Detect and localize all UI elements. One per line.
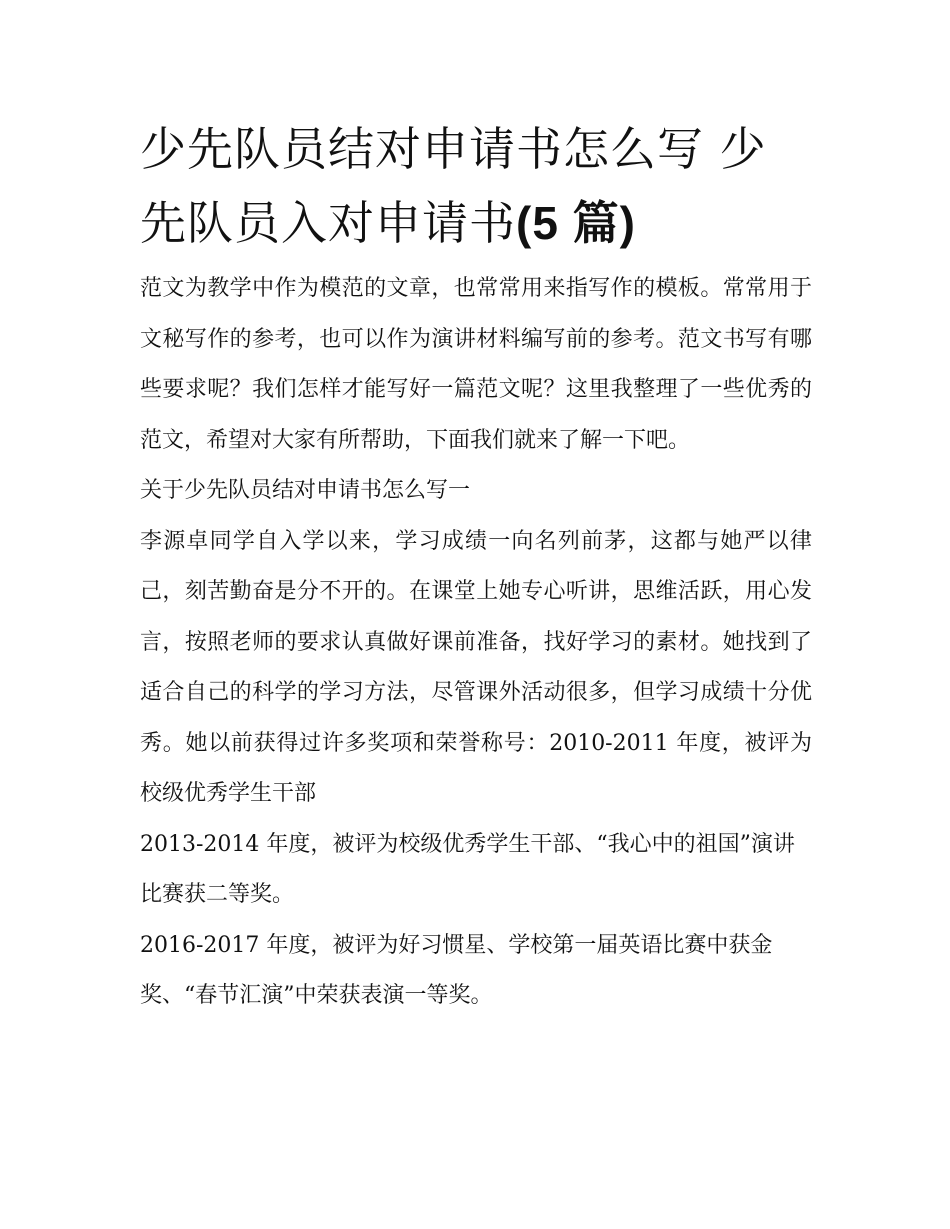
document-title	[140, 112, 812, 260]
title-count: (5 篇)	[516, 197, 636, 249]
award-2016-paragraph: 2016-2017 年度，被评为好习惯星、学校第一届英语比赛中获金奖、“春节汇演”中荣获表演一等奖。	[140, 932, 773, 1008]
document-page	[140, 112, 812, 1022]
section-heading: 关于少先队员结对申请书怎么写一	[140, 478, 471, 503]
title-text: 少先队员结对申请书怎么写 少先队员入对申请书	[140, 122, 767, 250]
award-2013-paragraph: 2013-2014 年度，被评为校级优秀学生干部、“我心中的祖国”演讲比赛获二等奖。	[140, 831, 795, 907]
body-paragraph: 李源卓同学自入学以来，学习成绩一向名列前茅，这都与她严以律己，刻苦勤奋是分不开的。在课堂上她专心听讲，思维活跃，用心发言，按照老师的要求认真做好课前准备，找好学习的素材。她找到了适合自己的科学的学习方法，尽管课外活动很多，但学习成绩十分优秀。她以前获得过许多奖项和荣誉称号：2010-2011 年度，被评为校级优秀学生干部	[140, 528, 812, 806]
intro-paragraph: 范文为教学中作为模范的文章，也常常用来指写作的模板。常常用于文秘写作的参考，也可以作为演讲材料编写前的参考。范文书写有哪些要求呢？我们怎样才能写好一篇范文呢？这里我整理了一些优秀的范文，希望对大家有所帮助，下面我们就来了解一下吧。	[140, 276, 812, 453]
